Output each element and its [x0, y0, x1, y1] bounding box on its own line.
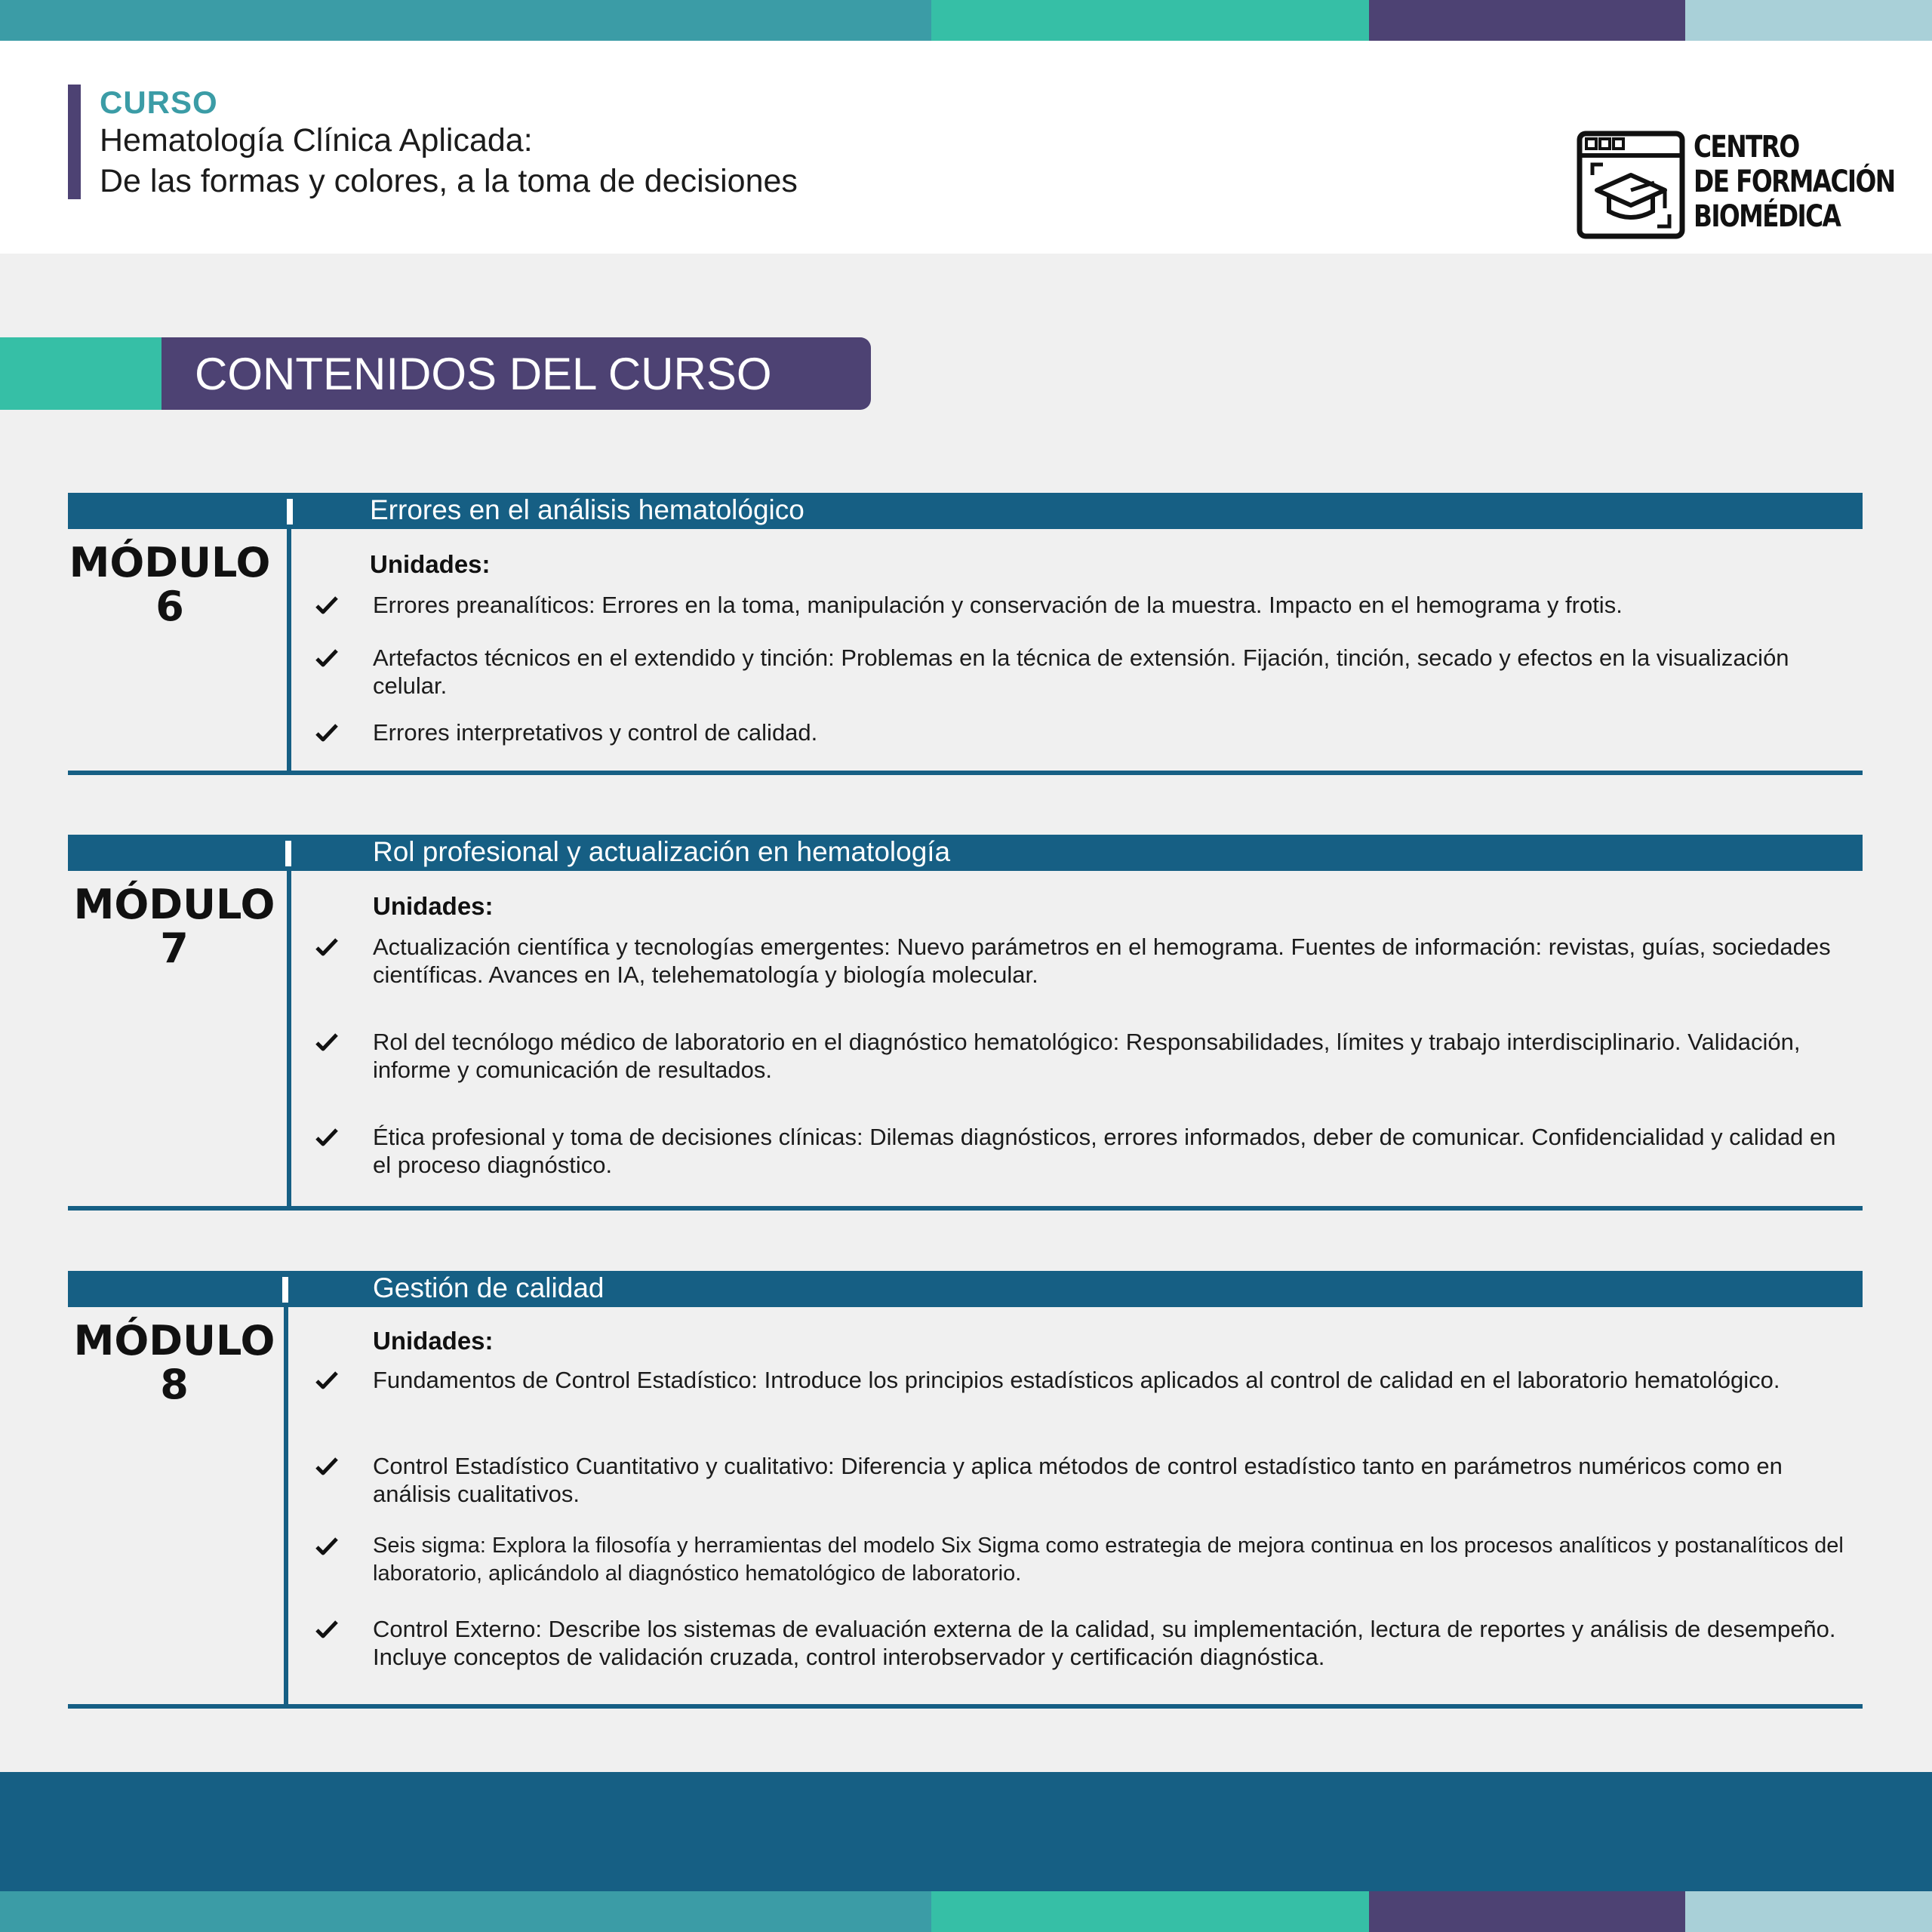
module-header-tick: [285, 841, 291, 866]
module-header-bar: [68, 1271, 1863, 1307]
section-title: CONTENIDOS DEL CURSO: [195, 349, 772, 399]
top-color-bar: [0, 0, 1932, 41]
module-topic: Errores en el análisis hematológico: [370, 494, 804, 525]
check-icon: [315, 936, 343, 963]
bottom-color-bar: [0, 1891, 1932, 1932]
module-header-tick: [287, 499, 293, 525]
module-7: [68, 835, 1863, 1214]
module-bottom-rule: [68, 1206, 1863, 1211]
unit-item: Seis sigma: Explora la filosofía y herramientas del modelo Six Sigma como estrategia de mejora continua en los procesos analíticos y postanalíticos del laboratorio, aplicándolo al diagnóstico hematológico de laboratorio.: [373, 1534, 1844, 1586]
course-header: [0, 41, 1932, 254]
units-label: Unidades:: [373, 892, 494, 920]
check-icon: [315, 647, 343, 674]
bottom-bar-green-segment: [931, 1891, 1369, 1932]
course-title-line-2: De las formas y colores, a la toma de decisiones: [100, 163, 798, 199]
module-header-bar: [68, 835, 1863, 871]
module-number: 8: [160, 1361, 189, 1408]
unit-item: Actualización científica y tecnologías emergentes: Nuevo parámetros en el hemograma. Fuentes de información: revistas, guías, sociedades científicas. Avances en IA, telehematología y biología molecular.: [373, 934, 1831, 988]
course-kicker: CURSO: [100, 85, 218, 120]
module-label-word: MÓDULO: [69, 539, 271, 586]
graduation-cap-browser-icon: [1576, 130, 1686, 240]
unit-item: Rol del tecnólogo médico de laboratorio en el diagnóstico hematológico: Responsabilidades, límites y trabajo interdisciplinario. Validación, informe y comunicación de resultados.: [373, 1029, 1801, 1083]
top-bar-purple-segment: [1369, 0, 1685, 41]
check-icon: [315, 1618, 343, 1645]
unit-item: Control Estadístico Cuantitativo y cualitativo: Diferencia y aplica métodos de control estadístico tanto en parámetros numéricos como en análisis cualitativos.: [373, 1453, 1783, 1507]
logo-line-3: BIOMÉDICA: [1694, 199, 1841, 234]
top-bar-teal-segment: [0, 0, 931, 41]
unit-item: Errores preanalíticos: Errores en la toma, manipulación y conservación de la muestra. Impacto en el hemograma y frotis.: [373, 592, 1623, 618]
header-accent-bar: [68, 85, 81, 199]
module-bottom-rule: [68, 771, 1863, 775]
module-label: [72, 1319, 276, 1407]
unit-item: Fundamentos de Control Estadístico: Introduce los principios estadísticos aplicados al control de calidad en el laboratorio hematológico.: [373, 1367, 1780, 1393]
module-header-tick: [282, 1277, 288, 1303]
logo-line-2: DE FORMACIÓN: [1694, 165, 1895, 199]
check-icon: [315, 1126, 343, 1153]
footer-band: [0, 1772, 1932, 1891]
module-6: [68, 493, 1863, 778]
module-label: [68, 541, 272, 629]
units-label: Unidades:: [370, 550, 491, 578]
check-icon: [315, 1455, 343, 1482]
unit-item: Artefactos técnicos en el extendido y tinción: Problemas en la técnica de extensión. Fijación, tinción, secado y efectos en la visualización celular.: [373, 645, 1789, 699]
module-topic: Gestión de calidad: [373, 1272, 605, 1303]
check-icon: [315, 1535, 343, 1562]
brand-logo-text: [1694, 130, 1895, 234]
bottom-bar-purple-segment: [1369, 1891, 1685, 1932]
module-label: [72, 883, 276, 971]
module-divider-line: [287, 529, 291, 774]
check-icon: [315, 1369, 343, 1396]
module-bottom-rule: [68, 1704, 1863, 1709]
module-number: 7: [160, 924, 189, 972]
bottom-bar-light-segment: [1685, 1891, 1932, 1932]
top-bar-light-segment: [1685, 0, 1932, 41]
check-icon: [315, 594, 343, 621]
module-number: 6: [155, 583, 184, 630]
module-8: [68, 1271, 1863, 1710]
logo-line-1: CENTRO: [1694, 130, 1799, 165]
module-label-word: MÓDULO: [73, 1317, 275, 1364]
top-bar-green-segment: [931, 0, 1369, 41]
section-accent-block: [0, 337, 162, 410]
module-label-word: MÓDULO: [73, 881, 275, 928]
bottom-bar-teal-segment: [0, 1891, 931, 1932]
course-title-line-1: Hematología Clínica Aplicada:: [100, 122, 533, 158]
unit-item: Errores interpretativos y control de calidad.: [373, 719, 818, 746]
unit-item: Control Externo: Describe los sistemas de evaluación externa de la calidad, su implementación, lectura de reportes y análisis de desempeño. Incluye conceptos de validación cruzada, control interobservador y certificación diagnóstica.: [373, 1616, 1836, 1670]
module-divider-line: [284, 1307, 288, 1706]
unit-item: Ética profesional y toma de decisiones clínicas: Dilemas diagnósticos, errores informados, deber de comunicar. Confidencialidad y calidad en el proceso diagnóstico.: [373, 1124, 1836, 1178]
units-label: Unidades:: [373, 1327, 494, 1355]
check-icon: [315, 1031, 343, 1058]
module-topic: Rol profesional y actualización en hematología: [373, 836, 951, 867]
section-title-band: [162, 337, 871, 410]
module-divider-line: [287, 871, 291, 1209]
module-header-bar: [68, 493, 1863, 529]
check-icon: [315, 721, 343, 749]
